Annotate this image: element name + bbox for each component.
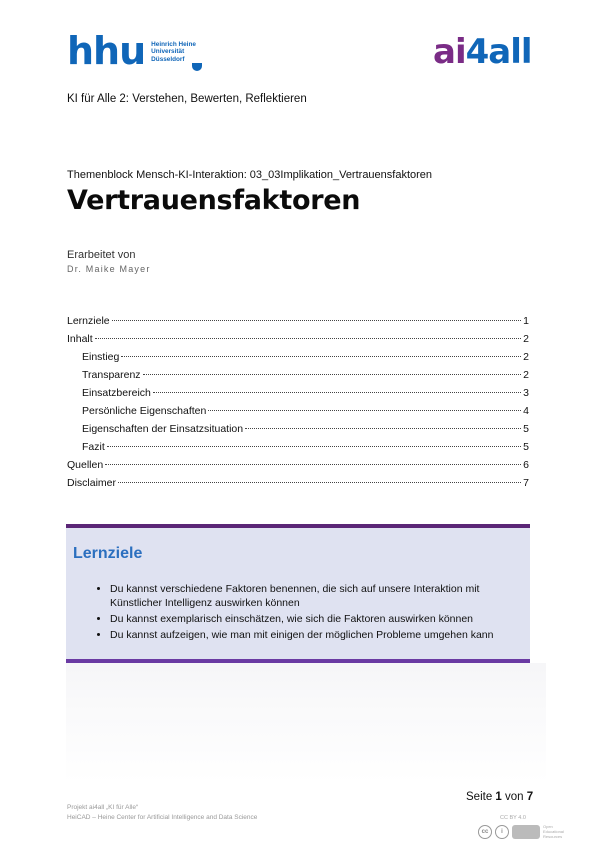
toc-page: 4 [523, 405, 529, 417]
hhu-line-2: Universität [151, 48, 185, 56]
toc-page: 7 [523, 477, 529, 489]
toc-entry-inhalt[interactable] [67, 333, 529, 351]
toc-page: 1 [523, 315, 529, 327]
toc-label: Lernziele [67, 315, 110, 327]
hhu-wordmark: hhu [67, 29, 146, 73]
oer-logo-icon [512, 825, 540, 839]
learning-goal-item: • Du kannst aufzeigen, wie man mit einigen der möglichen Probleme umgehen kann [110, 628, 520, 642]
toc-label: Transparenz [82, 369, 141, 381]
license-label: CC BY 4.0 [500, 815, 526, 821]
ai4all-logo [433, 34, 532, 70]
toc-page: 3 [523, 387, 529, 399]
toc-label: Quellen [67, 459, 104, 471]
toc-entry-quellen[interactable] [67, 459, 529, 477]
toc-page: 2 [523, 333, 529, 345]
toc-label: Inhalt [67, 333, 93, 345]
toc-entry-fazit[interactable] [67, 441, 529, 459]
footer-institution: HeiCAD – Heine Center for Artificial Intelligence and Data Science [67, 814, 258, 821]
topic-block: Themenblock Mensch-KI-Interaktion: 03_03Implikation_Vertrauensfaktoren [67, 169, 433, 181]
toc-leader [112, 320, 522, 321]
page-total: 7 [526, 791, 534, 803]
toc-label: Fazit [82, 441, 105, 453]
hhu-university-name [151, 41, 196, 63]
toc-label: Einsatzbereich [82, 387, 151, 399]
toc-entry-lernziele[interactable] [67, 315, 529, 333]
toc-entry-transparenz[interactable] [67, 369, 529, 387]
toc-leader [105, 464, 521, 465]
toc-label: Einstieg [82, 351, 120, 363]
footer-project: Projekt ai4all „KI für Alle“ [67, 804, 139, 811]
hhu-line-3: Düsseldorf [151, 55, 185, 63]
learning-goals-title: Lernziele [73, 545, 143, 562]
toc-page: 2 [523, 351, 529, 363]
toc-leader [143, 374, 522, 375]
toc-leader [107, 446, 521, 447]
toc-leader [121, 356, 521, 357]
toc-entry-einsatzbereich[interactable] [67, 387, 529, 405]
toc-label: Eigenschaften der Einsatzsituation [82, 423, 244, 435]
toc-label: Disclaimer [67, 477, 117, 489]
page-current: 1 [495, 791, 502, 803]
toc-leader [208, 410, 521, 411]
toc-page: 2 [523, 369, 529, 381]
page-number [466, 791, 533, 803]
toc-leader [245, 428, 521, 429]
learning-goals-list [88, 582, 520, 644]
hhu-logo [67, 29, 196, 73]
toc-leader [118, 482, 521, 483]
learning-goal-item: • Du kannst exemplarisch einschätzen, wie sich die Faktoren auswirken können [110, 612, 520, 626]
author-label: Erarbeitet von [67, 249, 136, 261]
document-title: Vertrauensfaktoren [67, 185, 361, 216]
attribution-icon: i [495, 825, 509, 839]
toc-page: 6 [523, 459, 529, 471]
course-title: KI für Alle 2: Verstehen, Bewerten, Reflektieren [67, 93, 307, 105]
toc-page: 5 [523, 441, 529, 453]
hhu-logo-dot [192, 63, 202, 71]
ai4all-logo-all: all [488, 32, 532, 72]
ai4all-logo-4: 4 [465, 32, 489, 72]
learning-goals-box [66, 524, 530, 663]
table-of-contents [67, 315, 529, 495]
page-shadow-area [66, 663, 546, 783]
license-badge [478, 824, 563, 839]
toc-entry-einstieg[interactable] [67, 351, 529, 369]
author-name: Dr. Maike Mayer [67, 264, 151, 274]
oer-label: Open Educational Resources [543, 824, 564, 839]
cc-icon: cc [478, 825, 492, 839]
ai4all-logo-ai: ai [433, 32, 466, 72]
toc-leader [95, 338, 521, 339]
page-prefix: Seite [466, 791, 496, 803]
toc-entry-disclaimer[interactable] [67, 477, 529, 495]
toc-leader [153, 392, 521, 393]
toc-entry-einsatzsituation[interactable] [67, 423, 529, 441]
page-mid: von [501, 791, 527, 803]
learning-goal-item: • Du kannst verschiedene Faktoren benennen, die sich auf unsere Interaktion mit Künstlicher Intelligenz auswirken können [110, 582, 520, 610]
hhu-line-1: Heinrich Heine [151, 41, 196, 48]
toc-page: 5 [523, 423, 529, 435]
toc-entry-persoenliche-eigenschaften[interactable] [67, 405, 529, 423]
toc-label: Persönliche Eigenschaften [82, 405, 207, 417]
